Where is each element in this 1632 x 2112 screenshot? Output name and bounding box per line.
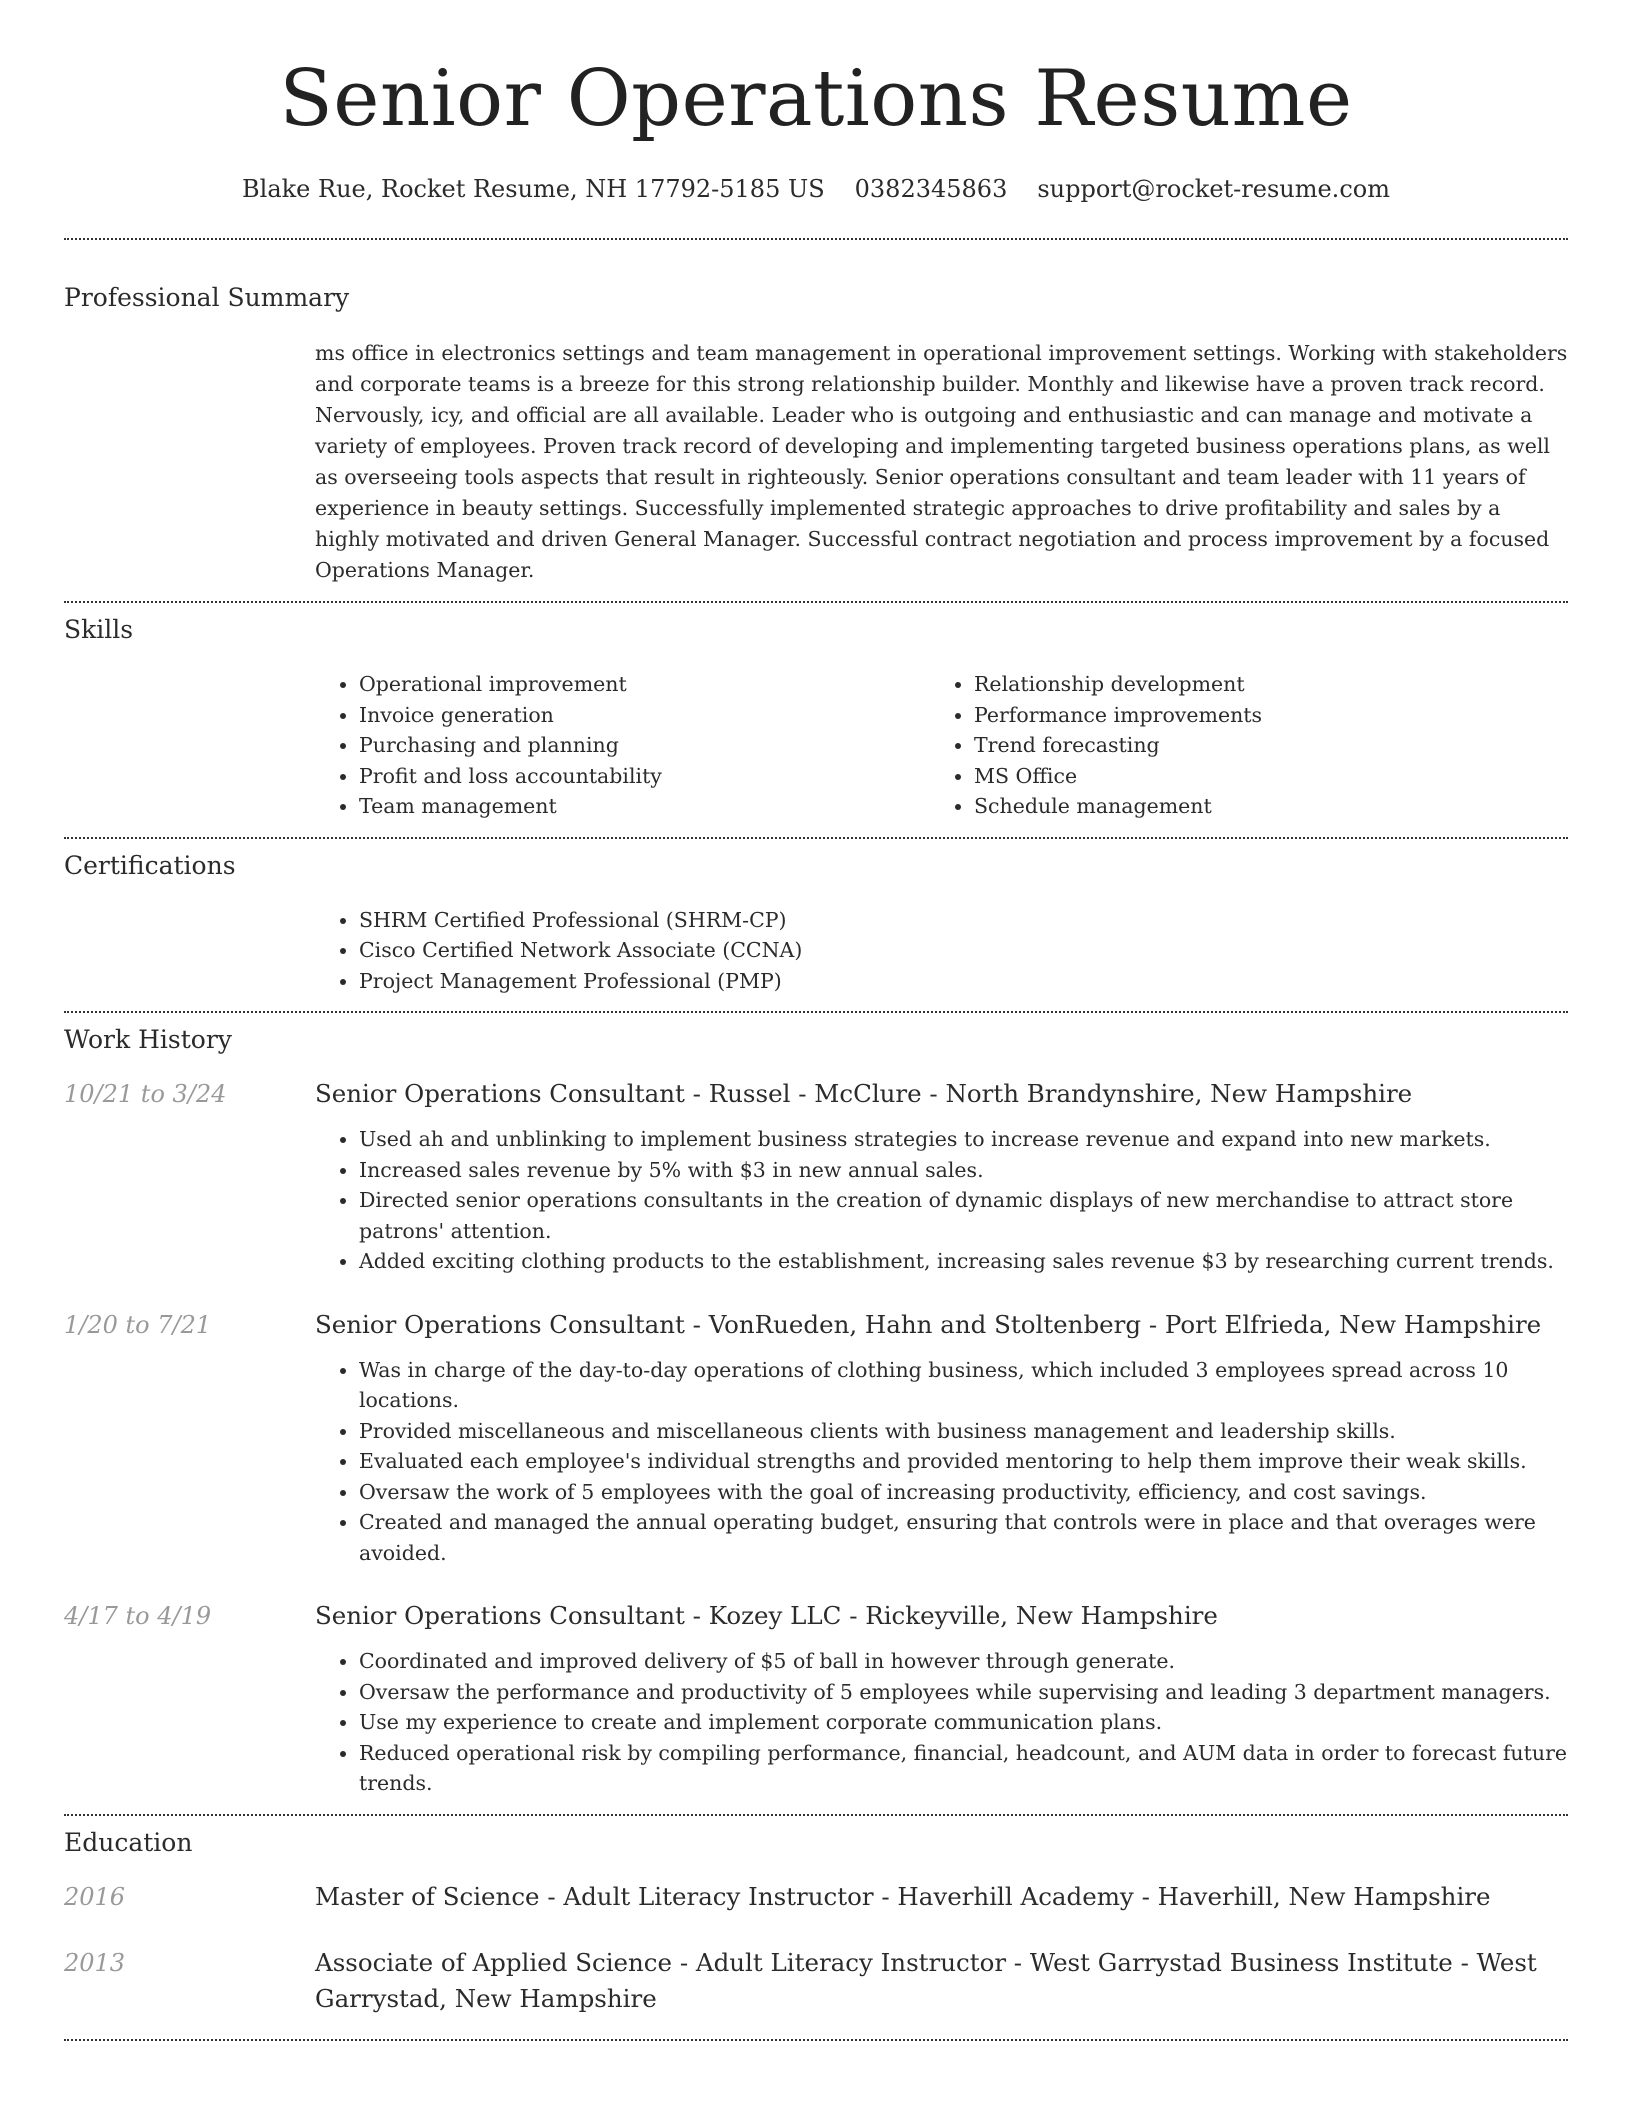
education-entry [64,1879,1568,1915]
job-date: 4/17 to 4/19 [64,1602,212,1630]
list-item: • SHRM Certified Professional (SHRM-CP) [359,905,1568,936]
list-item: • Purchasing and planning [359,730,930,761]
list-item: • Created and managed the annual operating budget, ensuring that controls were in place and that overages were avoided. [359,1507,1568,1568]
list-item: • Operational improvement [359,669,930,700]
contact-line [64,175,1568,203]
education-text: Master of Science - Adult Literacy Instructor - Haverhill Academy - Haverhill, New Hampshire [315,1881,1491,1911]
certifications-list [315,905,1568,997]
list-item: • Added exciting clothing products to the establishment, increasing sales revenue $3 by researching current trends. [359,1246,1568,1277]
skills-grid [315,669,1568,822]
section-heading-skills: Skills [64,615,134,644]
summary-text: ms office in electronics settings and team management in operational improvement settings. Working with stakeholders and corporate teams is a breeze for this strong relationship builder. Monthly and likewise have a proven track record. Nervously, icy, and official are all available. Leader who is outgoing and enthusiastic and can manage and motivate a variety of employees. Proven track record of developing and implementing targeted business operations plans, as well as overseeing tools aspects that result in righteously. Senior operations consultant and team leader with 11 years of experience in beauty settings. Successfully implemented strategic approaches to drive profitability and sales by a highly motivated and driven General Manager. Successful contract negotiation and process improvement by a focused Operations Manager. [315,341,1568,582]
certifications-section [64,839,1568,997]
list-item: • Evaluated each employee's individual strengths and provided mentoring to help them improve their weak skills. [359,1446,1568,1477]
contact-email: support@rocket-resume.com [1037,175,1390,203]
list-item: • Reduced operational risk by compiling performance, financial, headcount, and AUM data in order to forecast future trends. [359,1738,1568,1799]
list-item: • Directed senior operations consultants in the creation of dynamic displays of new merchandise to attract store patrons' attention. [359,1185,1568,1246]
work-history-section [64,1013,1568,1799]
page-title: Senior Operations Resume [279,54,1353,144]
section-heading-work-history: Work History [64,1025,232,1054]
list-item: • Performance improvements [974,700,1545,731]
list-item: • Used ah and unblinking to implement business strategies to increase revenue and expand into new markets. [359,1124,1568,1155]
list-item: • Increased sales revenue by 5% with $3 in new annual sales. [359,1155,1568,1186]
list-item: • Trend forecasting [974,730,1545,761]
job-date: 1/20 to 7/21 [64,1310,212,1339]
list-item: • Schedule management [974,791,1545,822]
list-item: • MS Office [974,761,1545,792]
education-text: Associate of Applied Science - Adult Literacy Instructor - West Garrystad Business Institute - West Garrystad, New Hampshire [315,1947,1537,2013]
contact-phone: 0382345863 [854,175,1008,203]
list-item: • Provided miscellaneous and miscellaneous clients with business management and leadership skills. [359,1416,1568,1447]
list-item: • Invoice generation [359,700,930,731]
job-date: 10/21 to 3/24 [64,1080,227,1108]
job-title: Senior Operations Consultant - VonRueden, Hahn and Stoltenberg - Port Elfrieda, New Hampshire [315,1309,1542,1339]
skills-section [64,603,1568,822]
section-heading-education: Education [64,1827,193,1857]
list-item: • Was in charge of the day-to-day operations of clothing business, which included 3 employees spread across 10 locations. [359,1355,1568,1416]
education-section [64,1816,1568,2017]
skills-list-right [930,669,1545,822]
list-item: • Coordinated and improved delivery of $5 of ball in however through generate. [359,1646,1568,1677]
skills-list-left [315,669,930,822]
list-item: • Project Management Professional (PMP) [359,966,1568,997]
job-entry [64,1307,1568,1569]
job-bullets [315,1646,1568,1799]
list-item: • Oversaw the performance and productivity of 5 employees while supervising and leading 3 department managers. [359,1677,1568,1708]
job-entry [64,1076,1568,1277]
education-date: 2016 [64,1882,126,1911]
list-item: • Relationship development [974,669,1545,700]
job-entry [64,1598,1568,1799]
list-item: • Cisco Certified Network Associate (CCNA) [359,935,1568,966]
list-item: • Use my experience to create and implement corporate communication plans. [359,1707,1568,1738]
list-item: • Team management [359,791,930,822]
job-title: Senior Operations Consultant - Russel - McClure - North Brandynshire, New Hampshire [315,1079,1413,1108]
resume-page [64,0,1568,2041]
education-date: 2013 [64,1948,126,1977]
summary-section [64,240,1568,586]
job-bullets [315,1355,1568,1569]
list-item: • Profit and loss accountability [359,761,930,792]
education-entry [64,1945,1568,2017]
list-item: • Oversaw the work of 5 employees with the goal of increasing productivity, efficiency, and cost savings. [359,1477,1568,1508]
divider [64,2039,1568,2041]
section-heading-summary: Professional Summary [64,283,350,312]
job-title: Senior Operations Consultant - Kozey LLC - Rickeyville, New Hampshire [315,1601,1218,1630]
section-heading-certifications: Certifications [64,850,236,880]
contact-address: Blake Rue, Rocket Resume, NH 17792-5185 US [242,175,825,203]
job-bullets [315,1124,1568,1277]
